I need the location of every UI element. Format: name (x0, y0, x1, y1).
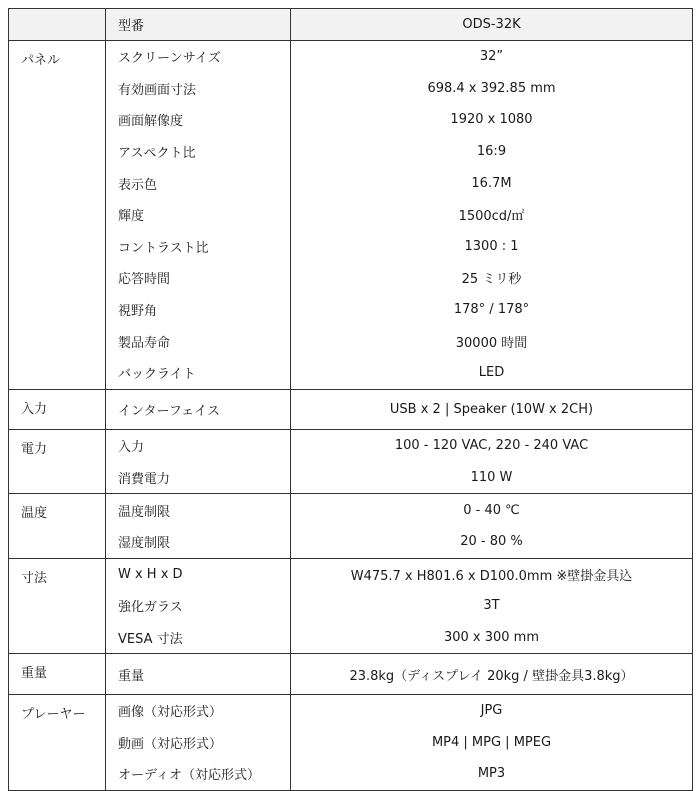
table-row (9, 558, 693, 590)
table-row (9, 430, 693, 462)
spec-item-label: 画面解像度 (106, 104, 291, 136)
spec-item-value: 1500cd/㎡ (458, 209, 525, 225)
table-row (9, 526, 693, 558)
table-row (9, 294, 693, 326)
group-label: 入力 (9, 389, 106, 430)
table-row (9, 262, 693, 294)
spec-item-value: 0 - 40 ℃ (463, 502, 520, 518)
spec-item-label: オーディオ（対応形式） (106, 758, 291, 790)
table-row (9, 622, 693, 654)
spec-item-label: インターフェイス (106, 389, 291, 430)
spec-item-value: MP4 | MPG | MPEG (431, 734, 552, 750)
table-row (9, 590, 693, 622)
spec-item-label: スクリーンサイズ (106, 41, 291, 73)
header-model-value: ODS-32K (291, 9, 693, 41)
spec-table (8, 8, 693, 791)
spec-item-label: 有効画面寸法 (106, 73, 291, 105)
table-row (9, 199, 693, 231)
spec-item-label: 動画（対応形式） (106, 726, 291, 758)
table-row (9, 389, 693, 430)
spec-item-label: 温度制限 (106, 494, 291, 526)
spec-item-value: MP3 (477, 766, 506, 782)
group-label: 寸法 (9, 558, 106, 654)
header-model-label: 型番 (106, 9, 291, 41)
spec-item-value: W475.7 x H801.6 x D100.0mm ※壁掛金具込 (350, 568, 633, 584)
group-label: 重量 (9, 654, 106, 695)
spec-item-label: 製品寿命 (106, 325, 291, 357)
spec-item-label: VESA 寸法 (106, 622, 291, 654)
table-row (9, 357, 693, 389)
spec-item-value: JPG (480, 703, 503, 719)
table-row (9, 73, 693, 105)
spec-item-value: 1300 : 1 (464, 238, 519, 254)
spec-item-value: 300 x 300 mm (291, 622, 693, 654)
group-label: プレーヤー (9, 694, 106, 790)
table-row (9, 136, 693, 168)
table-row (9, 462, 693, 494)
spec-item-value: 16.7M (471, 175, 512, 191)
table-row (9, 325, 693, 357)
spec-item-value: 100 - 120 VAC, 220 - 240 VAC (394, 438, 589, 454)
spec-item-label: 強化ガラス (106, 590, 291, 622)
table-row (9, 41, 693, 73)
table-header-row (9, 9, 693, 41)
group-label: 電力 (9, 430, 106, 494)
table-row (9, 494, 693, 526)
spec-table-body (9, 9, 693, 791)
spec-item-value: 698.4 x 392.85 mm (427, 80, 556, 96)
spec-item-label: 消費電力 (106, 462, 291, 494)
spec-item-label: 輝度 (106, 199, 291, 231)
spec-item-label: 視野角 (106, 294, 291, 326)
spec-item-label: 入力 (106, 430, 291, 462)
spec-item-value: 30000 時間 (455, 335, 528, 351)
spec-item-value: 110 W (291, 462, 693, 494)
spec-item-label: コントラスト比 (106, 231, 291, 263)
spec-item-label: 画像（対応形式） (106, 694, 291, 726)
spec-item-value: 32” (479, 49, 504, 65)
group-label: 温度 (9, 494, 106, 558)
spec-item-value: 16:9 (476, 144, 507, 160)
group-label: パネル (9, 41, 106, 390)
spec-item-label: 湿度制限 (106, 526, 291, 558)
table-row (9, 104, 693, 136)
header-blank-cell (9, 9, 106, 41)
spec-item-value: LED (291, 357, 693, 389)
table-row (9, 231, 693, 263)
spec-item-value: 1920 x 1080 (450, 112, 533, 128)
table-row (9, 654, 693, 695)
spec-item-label: アスペクト比 (106, 136, 291, 168)
spec-item-value: 23.8kg（ディスプレイ 20kg / 壁掛金具3.8kg） (291, 654, 693, 695)
spec-item-label: 重量 (106, 654, 291, 695)
spec-item-label: 表示色 (106, 167, 291, 199)
spec-item-label: W x H x D (106, 558, 291, 590)
spec-item-value: 3T (483, 598, 500, 614)
table-row (9, 726, 693, 758)
spec-item-label: 応答時間 (106, 262, 291, 294)
spec-item-value: 178° / 178° (453, 302, 530, 318)
table-row (9, 758, 693, 790)
table-row (9, 167, 693, 199)
table-row (9, 694, 693, 726)
spec-item-label: バックライト (106, 357, 291, 389)
spec-item-value: USB x 2 | Speaker (10W x 2CH) (291, 389, 693, 430)
spec-item-value: 20 - 80 % (291, 526, 693, 558)
spec-item-value: 25 ミリ秒 (461, 272, 522, 288)
